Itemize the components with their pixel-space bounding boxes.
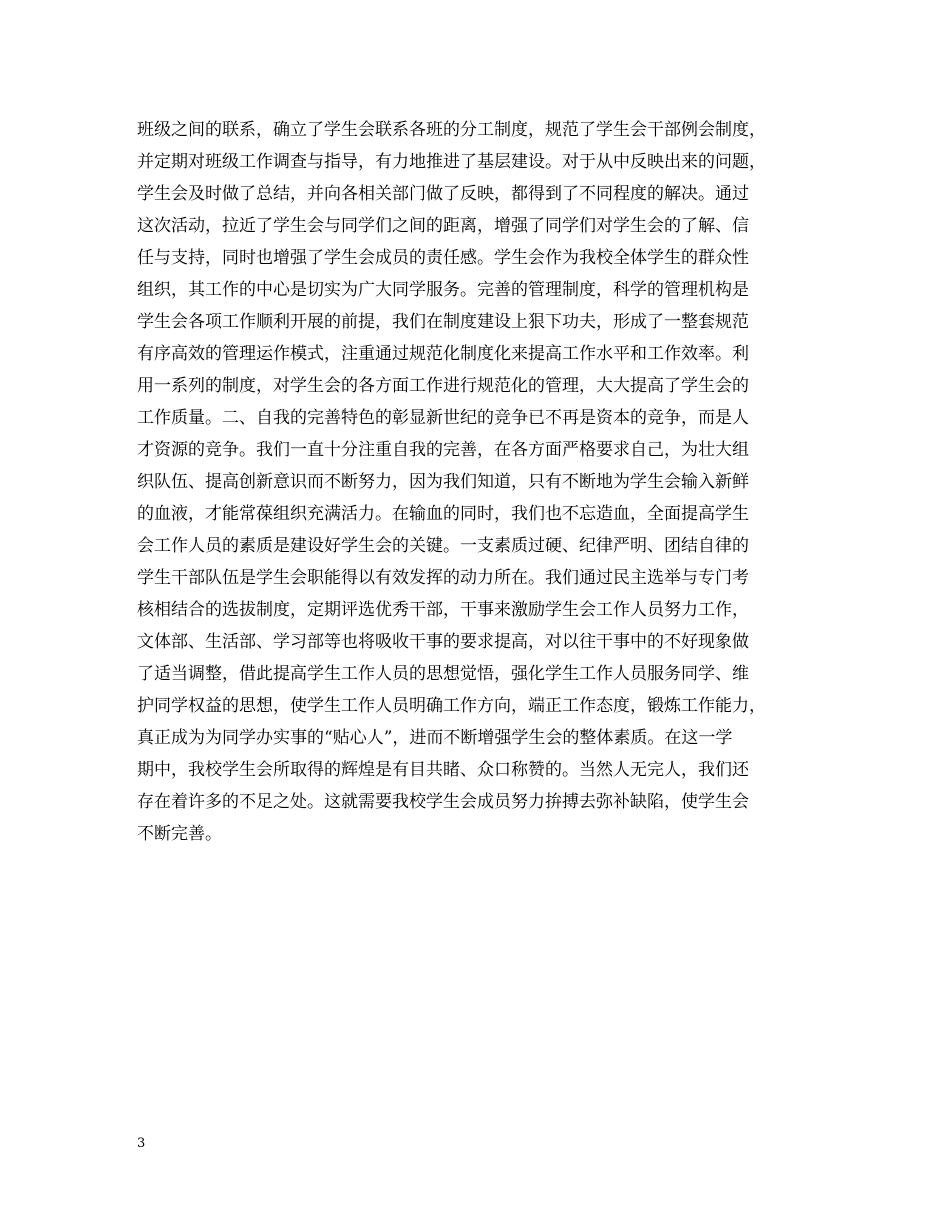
text-line: 班级之间的联系，确立了学生会联系各班的分工制度，规范了学生会干部例会制度，: [137, 120, 766, 140]
text-line: 文体部、生活部、学习部等也将吸收干事的要求提高，对以往干事中的不好现象做: [137, 632, 749, 652]
text-line: 这次活动，拉近了学生会与同学们之间的距离，增强了同学们对学生会的了解、信: [137, 216, 749, 236]
text-line: 护同学权益的思想，使学生工作人员明确工作方向，端正工作态度，锻炼工作能力，: [137, 696, 766, 716]
page-number: 3: [137, 1136, 146, 1151]
body-paragraph: [137, 114, 837, 850]
text-line: 学生会及时做了总结，并向各相关部门做了反映，都得到了不同程度的解决。通过: [137, 184, 749, 204]
text-line: 不断完善。: [137, 824, 222, 844]
text-line: 任与支持，同时也增强了学生会成员的责任感。学生会作为我校全体学生的群众性: [137, 248, 749, 268]
text-line: 并定期对班级工作调查与指导，有力地推进了基层建设。对于从中反映出来的问题，: [137, 152, 766, 172]
text-line: 真正成为为同学办实事的“贴心人”，进而不断增强学生会的整体素质。在这一学: [137, 728, 733, 748]
text-line: 期中，我校学生会所取得的辉煌是有目共睹、众口称赞的。当然人无完人，我们还: [137, 760, 749, 780]
text-line: 会工作人员的素质是建设好学生会的关键。一支素质过硬、纪律严明、团结自律的: [137, 536, 749, 556]
text-line: 了适当调整，借此提高学生工作人员的思想觉悟，强化学生工作人员服务同学、维: [137, 664, 749, 684]
text-line: 存在着许多的不足之处。这就需要我校学生会成员努力拚搏去弥补缺陷，使学生会: [137, 792, 749, 812]
text-line: 才资源的竞争。我们一直十分注重自我的完善，在各方面严格要求自己，为壮大组: [137, 440, 749, 460]
text-line: 的血液，才能常葆组织充满活力。在输血的同时，我们也不忘造血，全面提高学生: [137, 504, 749, 524]
text-line: 组织，其工作的中心是切实为广大同学服务。完善的管理制度，科学的管理机构是: [137, 280, 749, 300]
text-line: 核相结合的选拔制度，定期评选优秀干部，干事来激励学生会工作人员努力工作，: [137, 600, 749, 620]
text-line: 织队伍、提高创新意识而不断努力，因为我们知道，只有不断地为学生会输入新鲜: [137, 472, 749, 492]
text-line: 学生干部队伍是学生会职能得以有效发挥的动力所在。我们通过民主选举与专门考: [137, 568, 749, 588]
text-line: 工作质量。二、自我的完善特色的彰显新世纪的竞争已不再是资本的竞争，而是人: [137, 408, 749, 428]
text-line: 有序高效的管理运作模式，注重通过规范化制度化来提高工作水平和工作效率。利: [137, 344, 749, 364]
text-line: 学生会各项工作顺利开展的前提，我们在制度建设上狠下功夫，形成了一整套规范: [137, 312, 749, 332]
text-line: 用一系列的制度，对学生会的各方面工作进行规范化的管理，大大提高了学生会的: [137, 376, 749, 396]
